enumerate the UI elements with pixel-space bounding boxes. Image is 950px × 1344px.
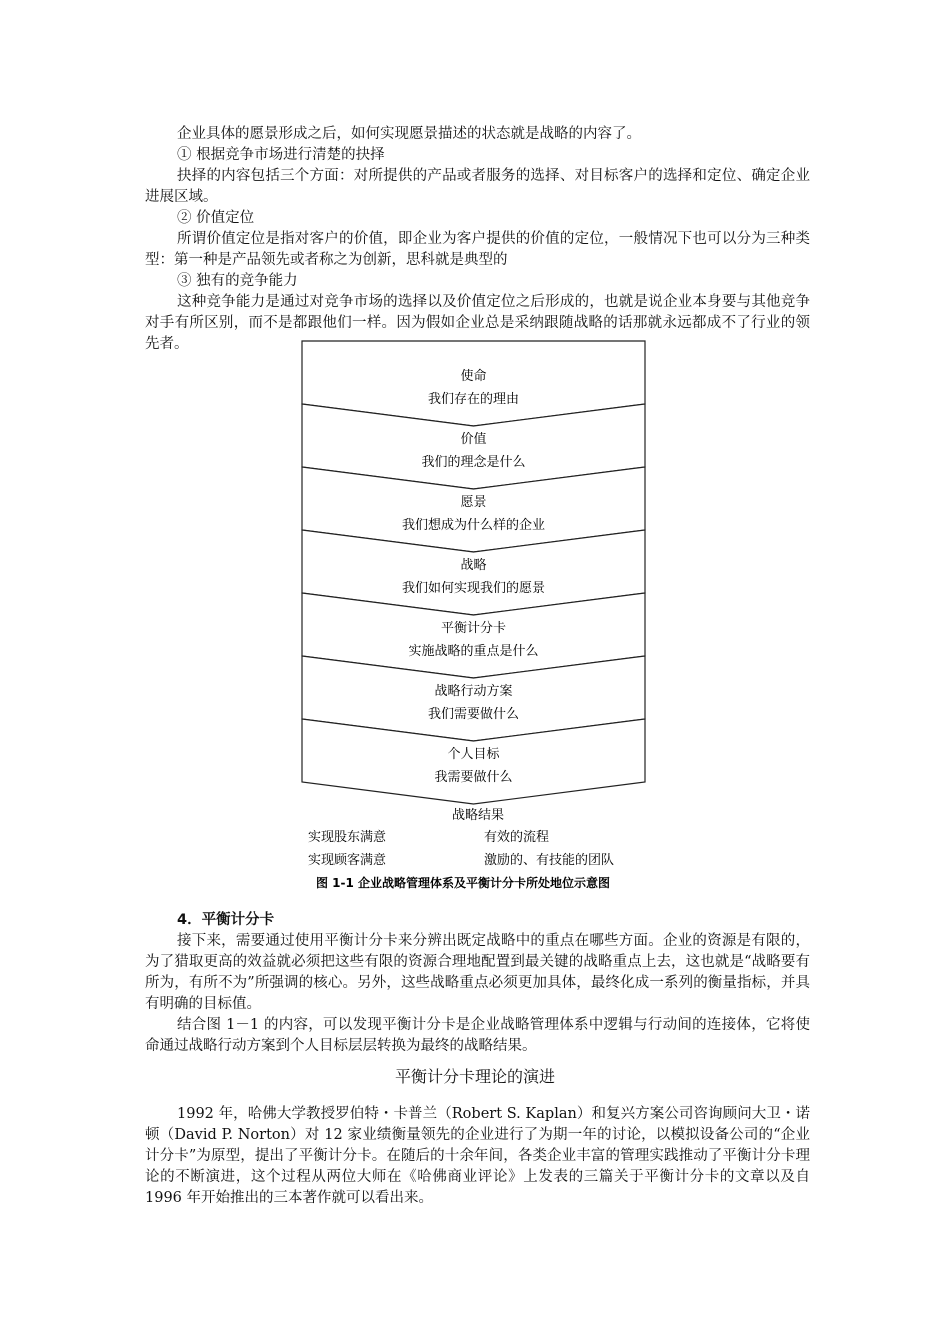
- result-title: 战略结果: [451, 808, 505, 823]
- intro-paragraph-3: 所谓价值定位是指对客户的价值，即企业为客户提供的价值的定位，一般情况下也可以分为三种类型：第一种是产品领先或者称之为创新，思科就是典型的: [145, 231, 810, 268]
- chevron-step-title: 平衡计分卡: [440, 621, 507, 636]
- chevron-step-subtitle: 我们存在的理由: [427, 392, 520, 407]
- intro-paragraph-4: 这种竞争能力是通过对竞争市场的选择以及价值定位之后形成的，也就是说企业本身要与其他竞争对手有所区别，而不是都跟他们一样。因为假如企业总是采纳跟随战略的话那就永远都成不了行业的领先者。: [145, 294, 810, 352]
- list-item-3: ③ 独有的竞争能力: [177, 273, 298, 289]
- chevron-step-subtitle: 实施战略的重点是什么: [408, 644, 539, 659]
- chevron-step-title: 使命: [460, 369, 487, 384]
- chevron-step-title: 价值: [460, 432, 487, 447]
- chevron-step-subtitle: 我们如何实现我们的愿景: [401, 581, 546, 596]
- result-left-1: 实现股东满意: [308, 830, 387, 845]
- chevron-step-title: 战略行动方案: [434, 684, 513, 699]
- chevron-step-subtitle: 我需要做什么: [434, 770, 513, 785]
- intro-paragraph-1: 企业具体的愿景形成之后，如何实现愿景描述的状态就是战略的内容了。: [177, 126, 641, 142]
- chevron-step-subtitle: 我们想成为什么样的企业: [401, 518, 546, 533]
- section-title: 平衡计分卡理论的演进: [394, 1067, 555, 1086]
- intro-paragraph-2: 抉择的内容包括三个方面：对所提供的产品或者服务的选择、对目标客户的选择和定位、确定企业进展区域。: [145, 168, 810, 205]
- chevron-step-title: 战略: [460, 558, 487, 573]
- chevron-step-subtitle: 我们的理念是什么: [421, 455, 526, 470]
- chevron-step-subtitle: 我们需要做什么: [427, 707, 520, 722]
- final-paragraph: 1992 年，哈佛大学教授罗伯特・卡普兰（Robert S. Kaplan）和复兴方案公司咨询顾问大卫・诺顿（David P. Norton）对 12 家业绩衡量领先的企业进行了为期一年的讨论，以模拟设备公司的“企业计分卡”为原型，提出了平衡计分卡。在随后的十余年间，各类企业丰富的管理实践推动了平衡计分卡理论的不断演进，这个过程从两位大师在《哈佛商业评论》上发表的三篇关于平衡计分卡的文章以及自 1996 年开始推出的三本著作就可以看出来。: [145, 1106, 810, 1206]
- chevron-step-title: 个人目标: [447, 747, 500, 762]
- section-4-paragraph-1: 接下来，需要通过使用平衡计分卡来分辨出既定战略中的重点在哪些方面。企业的资源是有限的，为了猎取更高的效益就必须把这些有限的资源合理地配置到最关键的战略重点上去，这也就是“战略要有所为，有所不为”所强调的核心。另外，这些战略重点必须更加具体，最终化成一系列的衡量指标，并具有明确的目标值。: [145, 933, 810, 1012]
- result-left-2: 实现顾客满意: [308, 853, 387, 868]
- result-right-1: 有效的流程: [484, 830, 550, 845]
- chevron-step-title: 愿景: [460, 495, 487, 510]
- section-4-paragraph-2: 结合图 1－1 的内容，可以发现平衡计分卡是企业战略管理体系中逻辑与行动间的连接体，它将使命通过战略行动方案到个人目标层层转换为最终的战略结果。: [145, 1017, 810, 1054]
- result-right-2: 激励的、有技能的团队: [484, 853, 615, 868]
- figure-caption: 图 1-1 企业战略管理体系及平衡计分卡所处地位示意图: [316, 876, 611, 890]
- list-item-1: ① 根据竞争市场进行清楚的抉择: [177, 147, 385, 163]
- section-4-heading: 4．平衡计分卡: [177, 912, 275, 928]
- list-item-2: ② 价值定位: [177, 210, 255, 226]
